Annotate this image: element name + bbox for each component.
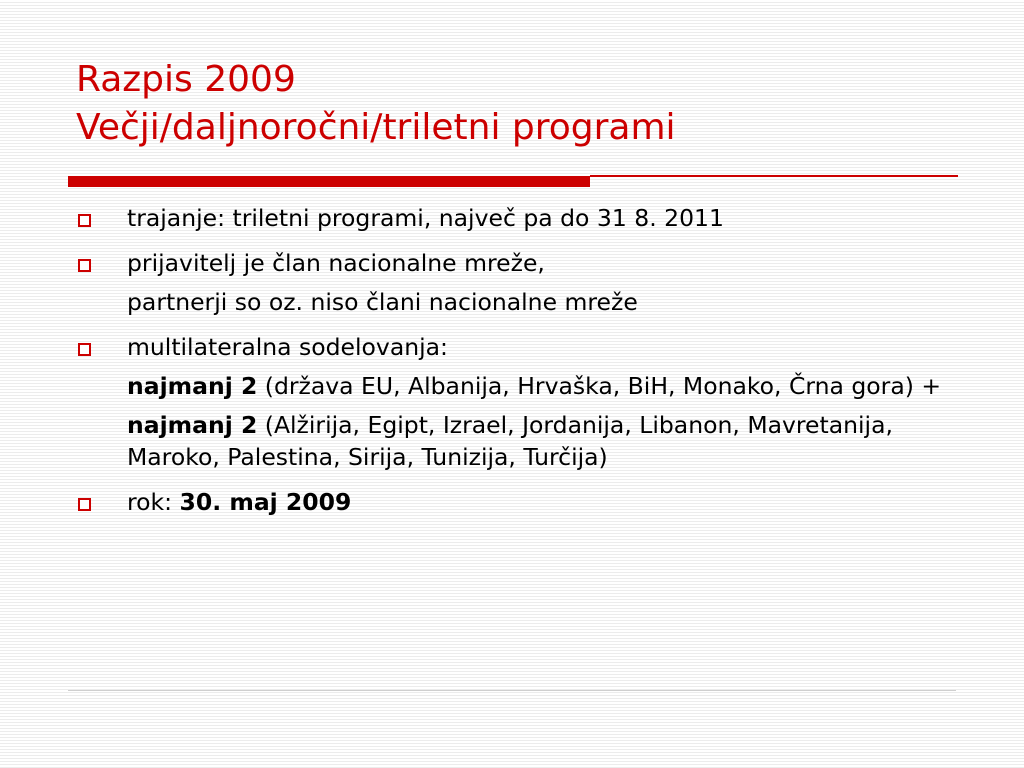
bullet-item-multilateral	[76, 331, 976, 363]
bullet-text: multilateralna sodelovanja:	[127, 333, 448, 361]
bullet-bold-text: 30. maj 2009	[179, 488, 352, 516]
bullet-text: trajanje: triletni programi, največ pa do 31 8. 2011	[127, 204, 724, 232]
slide-title	[76, 56, 976, 152]
bullet-bold-text: najmanj 2	[127, 411, 258, 439]
bullet-item-deadline	[76, 486, 976, 518]
bullet-text: prijavitelj je član nacionalne mreže,	[127, 249, 545, 277]
bullet-item-duration	[76, 202, 976, 234]
bullet-item-applicant	[76, 247, 976, 279]
bullet-text: rok:	[127, 488, 180, 516]
footer-divider	[68, 690, 956, 691]
slide-title-line-2: Večji/daljnoročni/triletni programi	[76, 107, 676, 148]
bullet-list	[76, 202, 976, 531]
square-bullet-icon	[78, 259, 91, 272]
title-underline-thick	[68, 176, 590, 187]
square-bullet-icon	[78, 498, 91, 511]
bullet-continuation-partners	[76, 286, 976, 318]
bullet-bold-text: najmanj 2	[127, 372, 258, 400]
bullet-continuation-group-2	[76, 409, 976, 473]
square-bullet-icon	[78, 214, 91, 227]
square-bullet-icon	[78, 343, 91, 356]
bullet-text: (država EU, Albanija, Hrvaška, BiH, Monako, Črna gora) +	[257, 372, 942, 400]
title-underline-thin	[590, 175, 958, 177]
slide-title-line-1: Razpis 2009	[76, 59, 296, 100]
bullet-text: partnerji so oz. niso člani nacionalne mreže	[127, 288, 638, 316]
bullet-text: (Alžirija, Egipt, Izrael, Jordanija, Libanon, Mavretanija, Maroko, Palestina, Sirija, Tunizija, Turčija)	[127, 411, 893, 471]
bullet-continuation-group-1	[76, 370, 976, 402]
